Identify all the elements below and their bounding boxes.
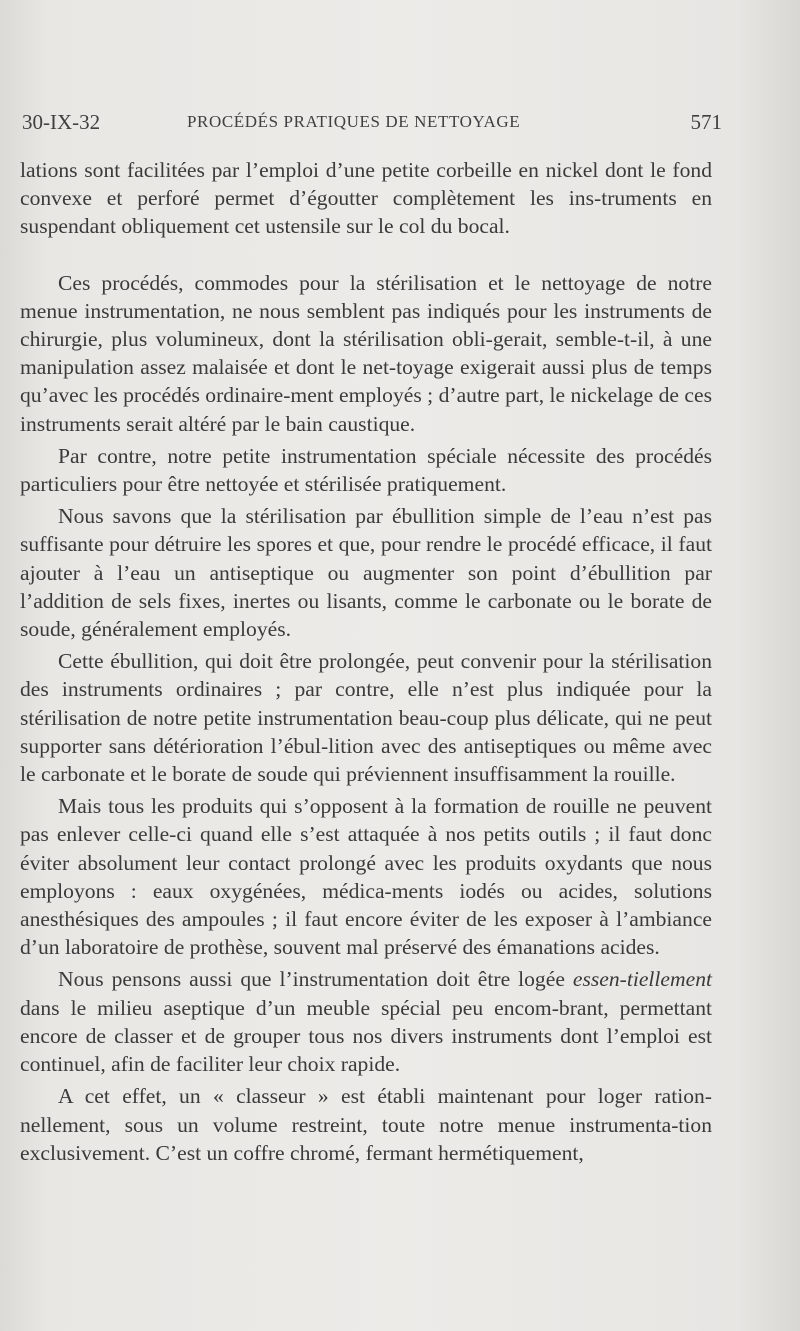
running-header [22,110,722,142]
paragraph-8: A cet effet, un « classeur » est établi maintenant pour loger ration-nellement, sous un volume restreint, toute notre menue instrumenta-tion exclusivement. C’est un coffre chromé, fermant hermétiquement, [20,1084,712,1165]
paragraph-7-italic: essen-tiellement [572,967,712,992]
paragraph-7 [20,965,712,1078]
paragraph-1: lations sont facilitées par l’emploi d’une petite corbeille en nickel dont le fond convexe et perforé permet d’égoutter complètement les ins-truments en suspendant obliquement cet ustensile sur le col du bocal. [20,158,712,239]
paragraph-3: Par contre, notre petite instrumentation spéciale nécessite des procédés particuliers pour être nettoyée et stérilisée pratiquement. [20,443,712,497]
paragraph-6: Mais tous les produits qui s’opposent à la formation de rouille ne peuvent pas enlever celle-ci quand elle s’est attaquée à nos petits outils ; il faut donc éviter absolument leur contact prolongé avec les produits oxydants que nous employons : eaux oxygénées, médica-ments iodés ou acides, solutions anesthésiques des ampoules ; il faut encore éviter de les exposer à l’ambiance d’un laboratoire de prothèse, souvent mal préservé des émanations acides. [20,794,712,960]
paragraph-7-start: Nous pensons aussi que l’instrumentation doit être logée [58,967,573,992]
paragraph-5: Cette ébullition, qui doit être prolongée, peut convenir pour la stérilisation des instruments ordinaires ; par contre, elle n’est plus indiquée pour la stérilisation de notre petite instrumentation beau-coup plus délicate, qui ne peut supporter sans détérioration l’ébul-lition avec des antiseptiques ou même avec le carbonate et le borate de soude qui préviennent insuffisamment la rouille. [20,649,712,787]
header-title: PROCÉDÉS PRATIQUES DE NETTOYAGE [187,112,521,131]
paragraph-2: Ces procédés, commodes pour la stérilisation et le nettoyage de notre menue instrumentation, ne nous semblent pas indiqués pour les instruments de chirurgie, plus volumineux, dont la stérilisation obli-gerait, semble-t-il, à une manipulation assez malaisée et dont le net-toyage exigerait aussi plus de temps qu’avec les procédés ordinaire-ment employés ; d’autre part, le nickelage de ces instruments serait altéré par le bain caustique. [20,270,712,436]
paragraph-4: Nous savons que la stérilisation par ébullition simple de l’eau n’est pas suffisante pour détruire les spores et que, pour rendre le procédé efficace, il faut ajouter à l’eau un antiseptique ou augmenter son point d’ébullition par l’addition de sels fixes, inertes ou lisants, comme le carbonate ou le borate de soude, généralement employés. [20,504,712,642]
body-text [20,156,712,1167]
paragraph-7-end: dans le milieu aseptique d’un meuble spécial peu encom-brant, permettant encore de classer et de grouper tous nos divers instruments dont l’emploi est continuel, afin de faciliter leur choix rapide. [20,995,712,1077]
header-date: 30-IX-32 [22,110,101,134]
page-number: 571 [690,110,722,134]
